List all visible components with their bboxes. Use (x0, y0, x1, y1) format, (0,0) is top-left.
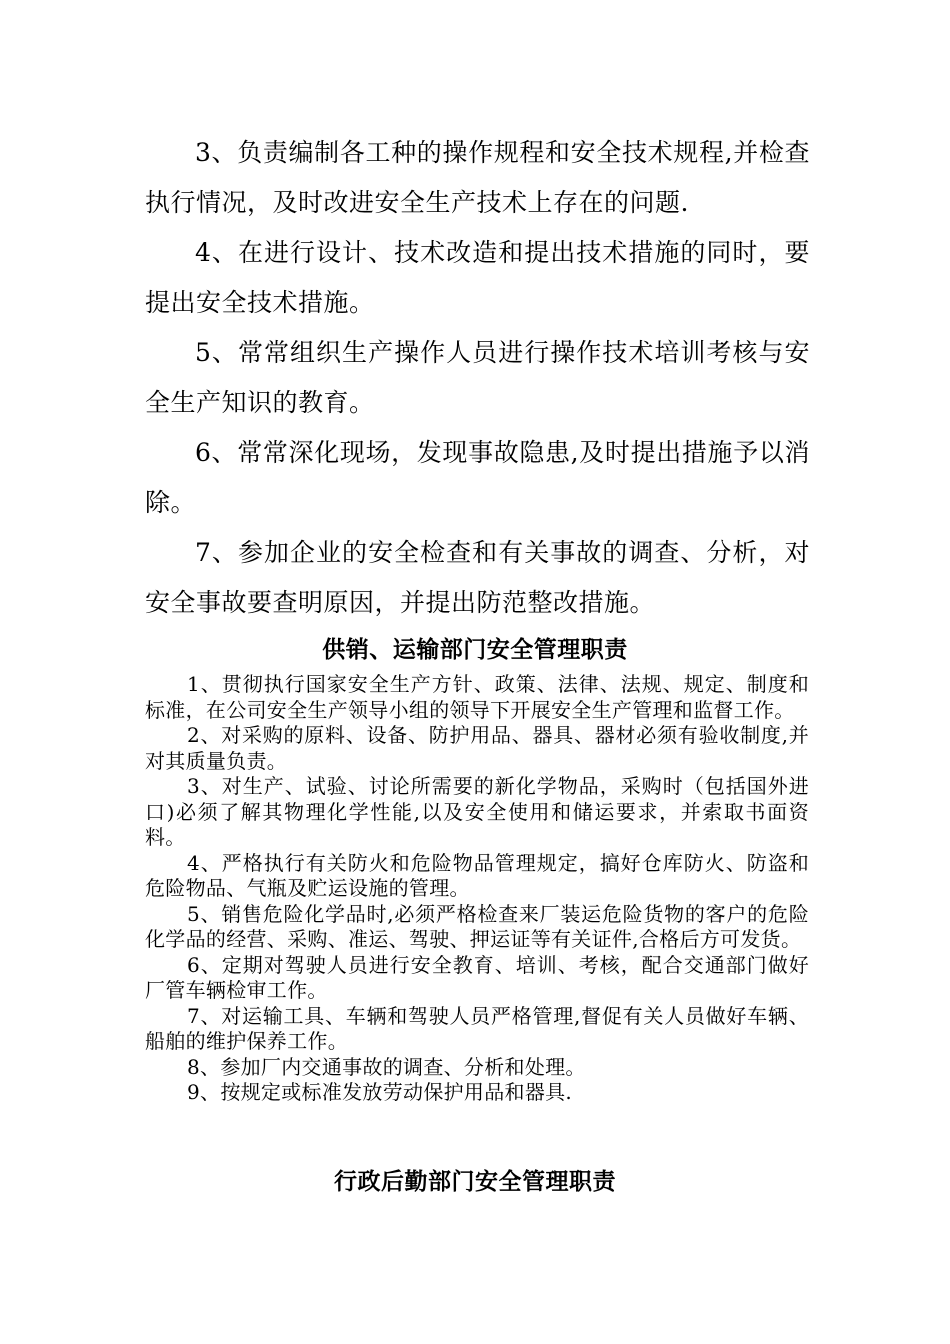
list-item: 5、销售危险化学品时,必须严格检查来厂装运危险货物的客户的危险化学品的经营、采购、准运、驾驶、押运证等有关证件,合格后方可发货。 (145, 901, 809, 951)
responsibility-list-supply-transport (145, 672, 809, 1106)
list-item: 6、常常深化现场，发现事故隐患,及时提出措施予以消除。 (145, 438, 810, 517)
list-item: 1、贯彻执行国家安全生产方针、政策、法律、法规、规定、制度和标准，在公司安全生产领导小组的领导下开展安全生产管理和监督工作。 (145, 672, 809, 722)
list-item: 3、对生产、试验、讨论所需要的新化学物品，采购时（包括国外进口)必须了解其物理化学性能,以及安全使用和储运要求，并索取书面资料。 (145, 774, 809, 849)
list-item: 4、在进行设计、技术改造和提出技术措施的同时，要提出安全技术措施。 (145, 238, 810, 317)
list-item: 4、严格执行有关防火和危险物品管理规定，搞好仓库防火、防盗和危险物品、气瓶及贮运设施的管理。 (145, 850, 809, 900)
list-item: 6、定期对驾驶人员进行安全教育、培训、考核，配合交通部门做好厂管车辆检审工作。 (145, 952, 809, 1002)
list-item: 9、按规定或标准发放劳动保护用品和器具. (187, 1080, 573, 1104)
list-item: 7、参加企业的安全检查和有关事故的调查、分析，对安全事故要查明原因，并提出防范整改措施。 (145, 538, 810, 617)
responsibility-list-technical (145, 128, 810, 628)
list-item: 2、对采购的原料、设备、防护用品、器具、器材必须有验收制度,并对其质量负责。 (145, 723, 809, 773)
list-item: 8、参加厂内交通事故的调查、分析和处理。 (187, 1054, 586, 1079)
list-item: 5、常常组织生产操作人员进行操作技术培训考核与安全生产知识的教育。 (145, 338, 810, 417)
section-heading-admin-logistics: 行政后勤部门安全管理职责 (334, 1169, 616, 1195)
list-item: 3、负责编制各工种的操作规程和安全技术规程,并检查执行情况，及时改进安全生产技术上存在的问题. (145, 138, 810, 217)
section-heading-supply-transport: 供销、运输部门安全管理职责 (322, 637, 628, 663)
list-item: 7、对运输工具、车辆和驾驶人员严格管理,督促有关人员做好车辆、船舶的维护保养工作。 (145, 1003, 809, 1053)
